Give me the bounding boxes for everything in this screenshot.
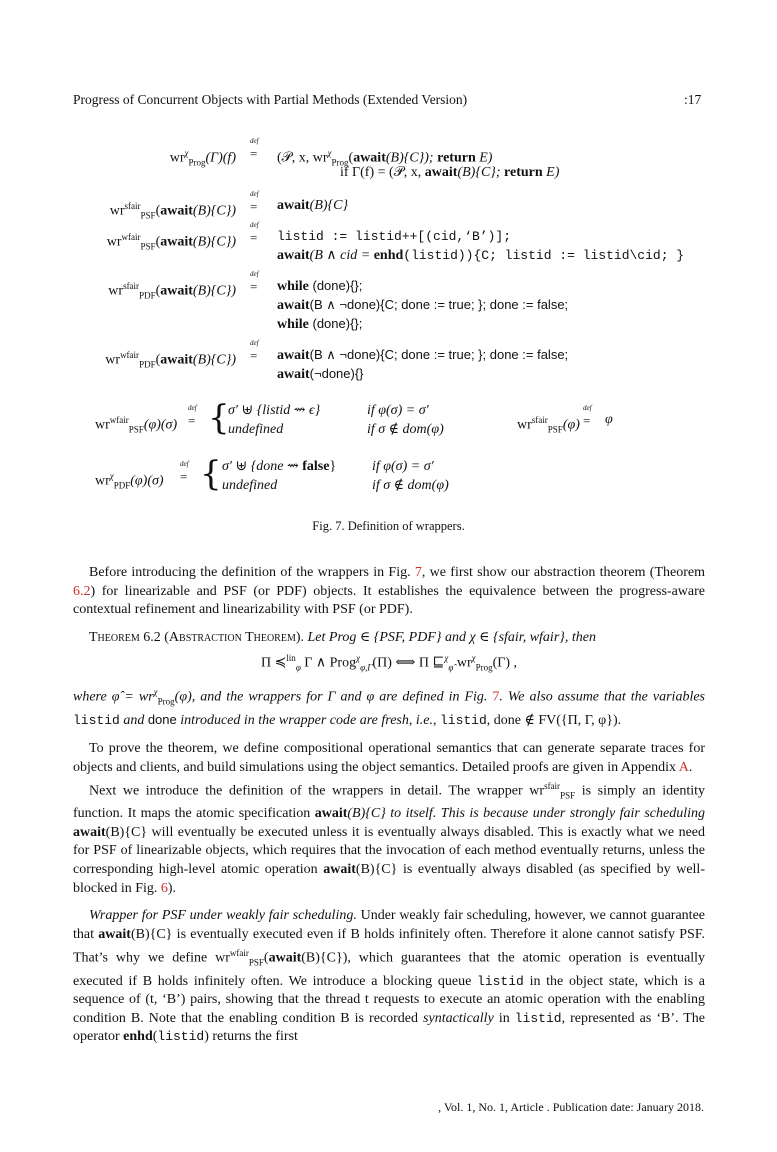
appendix-link[interactable]: A [678, 759, 689, 775]
case1-value: σ′ ⊎ {done ⇝ false} [222, 459, 337, 474]
def-pdf-wfair-lhs: $wr^{wfair}_{PDF}(await(B)\{C\})$ [105, 350, 236, 370]
running-title: Progress of Concurrent Objects with Partial Methods (Extended Version) [73, 92, 468, 107]
paragraph: To prove the theorem, we define compositional operational semantics that can generate separate traces for objects and clients, and build simulations using the object semantics. Detailed proofs are given in Appendix A. [73, 741, 705, 775]
case2-condition: if σ ∉ dom(φ) [372, 478, 449, 493]
paragraph: Before introducing the definition of the wrappers in Fig. 7, we first show our abstraction theorem (Theorem 6.2) for linearizable and PSF (or PDF) objects. It establishes the equivalence between the progress-aware contextual refinement and linearizability with PSF (or PDF). [73, 565, 705, 618]
figure-link[interactable]: 7 [492, 690, 500, 706]
def-prog-rhs-line2: if Γ(f) = (𝒫, x, await(B){C}; return E) [340, 165, 560, 180]
theorem-label: Theorem 6.2 (Abstraction Theorem). [89, 629, 305, 645]
def-op: def = [188, 404, 197, 428]
case1-condition: if φ(σ) = σ′ [372, 459, 434, 474]
def-op: def = [583, 404, 592, 428]
cases-brace: { [200, 454, 222, 494]
theorem-link[interactable]: 6.2 [73, 583, 91, 599]
def-psf-wfair-rhs-line1: listid := listid++[(cid,‘B’)]; [277, 229, 512, 244]
def-op: def = [250, 137, 259, 161]
def-pdf-sfair-rhs-line3: while (done){}; [277, 316, 363, 332]
figure-7-definitions [0, 137, 777, 495]
figure-caption: Fig. 7. Definition of wrappers. [312, 519, 465, 533]
def-pdf-wfair-rhs-line1: await(B ∧ ¬done){C; done := true; }; done := false; [277, 347, 569, 363]
def-op: def = [250, 339, 259, 363]
case1-value: σ′ ⊎ {listid ⇝ ϵ} [228, 403, 321, 418]
case2-value: undefined [228, 422, 284, 437]
def-prog-lhs: $wr^\chi_{Prog}(\Gamma)(f)$ [169, 148, 236, 168]
body-text [73, 564, 705, 1056]
def-op: def = [180, 460, 189, 484]
def-pdf-sfair-rhs-line2: await(B ∧ ¬done){C; done := true; }; done := false; [277, 297, 569, 313]
def-op: def = [250, 221, 259, 245]
cases-brace: { [208, 398, 230, 438]
def-psf-wfair-spec-lhs: $wr^{wfair}_{PSF}(\varphi)(\sigma)$ [95, 415, 178, 435]
paragraph: Wrapper for PSF under weakly fair scheduling. Under weakly fair scheduling, however, we cannot guarantee that await(B){C} is eventually executed even if B holds infinitely often. Therefore it alone cannot satisfy PSF. That’s why we define $wr^{wfair}_{PSF}(await(B)\{C\})$, which guarantees that the atomic operation is eventually executed if B holds infinitely often. We introduce a blocking queue listid in the object state, which is a sequence of (t, ‘B’) pairs, showing that the thread t requests to execute an atomic operation with the enabling condition B. Note that the enabling condition B is recorded syntactically in listid, represented as ‘B’. The operator enhd(listid) returns the first [73, 908, 706, 1045]
def-prog-rhs-line1: (𝒫, x, $wr^\chi_{Prog}(await(B)\{C\})$; return E) [277, 148, 493, 168]
publication-footer: , Vol. 1, No. 1, Article . Publication date: January 2018. [438, 1100, 704, 1114]
def-psf-sfair-rhs: await(B){C} [277, 198, 349, 213]
figure-link[interactable]: 7 [414, 565, 422, 580]
def-psf-wfair-rhs-line2: await(B ∧ cid = enhd(listid)){C; listid := listid\cid; } [277, 248, 685, 263]
case2-value: undefined [222, 478, 278, 493]
def-op: def = [250, 190, 259, 214]
case2-condition: if σ ∉ dom(φ) [367, 422, 444, 437]
def-psf-sfair-spec-rhs: φ [605, 412, 613, 427]
theorem-formula: Π ≼$^{lin}_\varphi$ Γ ∧ Prog$^\chi_{\varphi,\Gamma}$(Π) ⟺ Π ⊑$^\chi_{\varphî}$ $wr^\chi_{Prog}(\Gamma)$ , [260, 653, 518, 673]
theorem-where: where φ̂ = $wr^\chi_{Prog}(\varphi)$, and the wrappers for Γ and φ are defined in Fig. 7. We also assume that the variables listid and done introduced in the wrapper code are fresh, i.e., listid, done ∉ FV({Π, Γ, φ}). [73, 687, 705, 729]
figure-link[interactable]: 6 [160, 880, 168, 896]
paragraph: Next we introduce the definition of the wrappers in detail. The wrapper $wr^{sfair}_{PSF}$ is simply an identity function. It maps the atomic specification await(B){C} to itself. This is because under strongly fair scheduling await(B){C} will eventually be executed unless it is eventually always disabled. This is exactly what we need for PSF of linearizable objects, which requires that the invocation of each method eventually returns, unless the corresponding high-level atomic operation await(B){C} is eventually always disabled (as specified by well-blocked in Fig. 6). [73, 781, 705, 896]
def-pdf-wfair-rhs-line2: await(¬done){} [277, 366, 364, 382]
def-pdf-spec-lhs: $wr^\chi_{PDF}(\varphi)(\sigma)$ [95, 471, 164, 491]
def-psf-sfair-lhs: $wr^{sfair}_{PSF}(await(B)\{C\})$ [109, 201, 236, 221]
case1-condition: if φ(σ) = σ′ [367, 403, 429, 418]
page-number: :17 [684, 92, 702, 107]
def-op: def = [250, 270, 259, 294]
def-psf-wfair-lhs: $wr^{wfair}_{PSF}(await(B)\{C\})$ [106, 232, 236, 252]
theorem-statement: Theorem 6.2 (Abstraction Theorem). Let Prog ∈ {PSF, PDF} and χ ∈ {sfair, wfair}, then [89, 629, 596, 645]
def-pdf-sfair-lhs: $wr^{sfair}_{PDF}(await(B)\{C\})$ [108, 281, 236, 301]
def-pdf-sfair-rhs-line1: while (done){}; [277, 278, 363, 294]
def-psf-sfair-spec-lhs: $wr^{sfair}_{PSF}(\varphi)$ [517, 415, 580, 435]
